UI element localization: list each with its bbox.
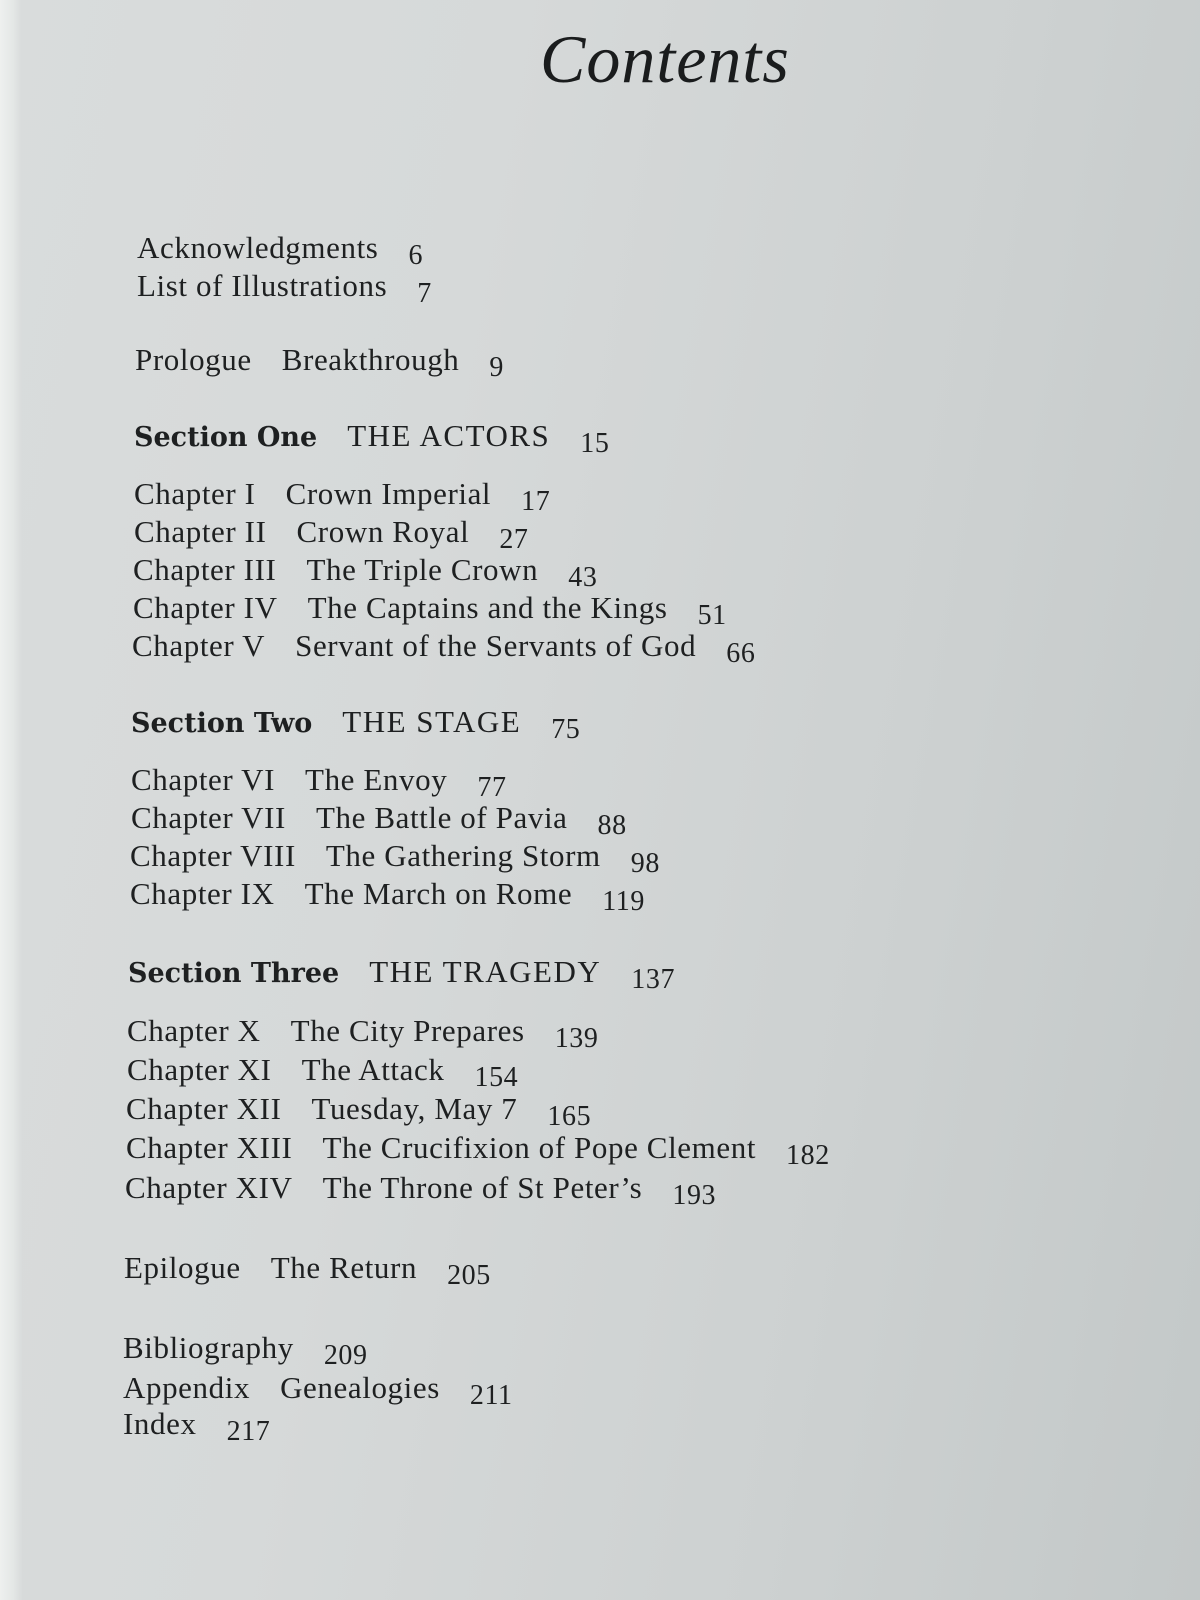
- toc-page-number: 98: [630, 848, 660, 879]
- toc-chapter-label: Chapter IX: [130, 876, 275, 911]
- toc-chapter-title: The Envoy: [305, 762, 448, 797]
- toc-section-label: Section Three: [128, 958, 340, 989]
- toc-chapter-entry: [133, 590, 727, 631]
- toc-page-number: 211: [469, 1380, 513, 1411]
- toc-section-heading: [134, 418, 610, 459]
- toc-page-number: 51: [697, 600, 727, 631]
- toc-page-number: 154: [474, 1062, 519, 1093]
- toc-page-number: 205: [447, 1260, 491, 1291]
- toc-page-number: 7: [417, 278, 432, 309]
- toc-page-number: 182: [786, 1140, 830, 1171]
- toc-chapter-label: Chapter XIV: [125, 1170, 293, 1205]
- toc-chapter-label: Chapter VII: [131, 800, 286, 835]
- toc-chapter-entry: [126, 1091, 592, 1132]
- toc-chapter-label: Chapter X: [127, 1013, 261, 1048]
- toc-page-number: 139: [554, 1023, 599, 1054]
- toc-section-label: Section One: [134, 422, 318, 453]
- toc-entry-title: Index: [123, 1406, 197, 1441]
- toc-chapter-title: The Captains and the Kings: [307, 590, 668, 625]
- toc-chapter-entry: [127, 1052, 519, 1093]
- toc-page-number: 66: [726, 638, 756, 669]
- toc-page-number: 9: [489, 352, 505, 383]
- toc-entry-prologue: [135, 342, 505, 383]
- toc-page-number: 15: [580, 428, 610, 459]
- toc-chapter-entry: [134, 476, 551, 517]
- toc-chapter-title: The Crucifixion of Pope Clement: [322, 1130, 757, 1165]
- toc-page-number: 27: [499, 524, 529, 555]
- toc-entry-list-of-illustrations: [137, 268, 432, 309]
- toc-chapter-title: The City Prepares: [290, 1013, 525, 1048]
- toc-chapter-title: Crown Imperial: [285, 476, 492, 511]
- toc-page-number: 193: [672, 1180, 717, 1211]
- toc-section-title: THE TRAGEDY: [369, 954, 602, 989]
- toc-entry-title: Genealogies: [280, 1370, 440, 1405]
- toc-chapter-entry: [130, 838, 660, 879]
- toc-entry-title: Breakthrough: [281, 342, 460, 377]
- toc-page-number: 165: [547, 1101, 592, 1132]
- toc-entry-title: Bibliography: [123, 1330, 294, 1365]
- toc-entry-label: Prologue: [135, 342, 252, 377]
- toc-entry-title: List of Illustrations: [137, 268, 388, 303]
- toc-chapter-title: Servant of the Servants of God: [295, 628, 697, 663]
- toc-page-number: 17: [521, 486, 551, 517]
- toc-page-number: 75: [551, 714, 581, 745]
- toc-chapter-label: Chapter IV: [133, 590, 278, 625]
- toc-chapter-label: Chapter VIII: [130, 838, 296, 873]
- toc-chapter-entry: [127, 1013, 599, 1054]
- toc-entry-epilogue: [124, 1250, 491, 1291]
- toc-entry-bibliography: [123, 1330, 368, 1371]
- toc-page-number: 209: [323, 1340, 368, 1371]
- toc-chapter-label: Chapter VI: [131, 762, 276, 797]
- toc-chapter-title: The Triple Crown: [306, 552, 539, 587]
- toc-chapter-title: Crown Royal: [296, 514, 470, 549]
- toc-section-title: THE ACTORS: [347, 418, 551, 453]
- toc-entry-label: Appendix: [123, 1370, 251, 1405]
- toc-section-title: THE STAGE: [342, 704, 522, 739]
- toc-chapter-title: The Gathering Storm: [325, 838, 601, 873]
- toc-chapter-entry: [131, 762, 507, 803]
- toc-chapter-entry: [130, 876, 645, 917]
- toc-chapter-label: Chapter XI: [127, 1052, 272, 1087]
- toc-chapter-label: Chapter V: [132, 628, 266, 663]
- toc-chapter-label: Chapter III: [133, 552, 277, 587]
- toc-page-number: 43: [568, 562, 598, 593]
- toc-chapter-entry: [126, 1130, 830, 1171]
- toc-entry-title: The Return: [270, 1250, 418, 1285]
- toc-entry-index: [123, 1406, 271, 1447]
- toc-chapter-entry: [131, 800, 627, 841]
- toc-entry-acknowledgments: [137, 230, 424, 271]
- page-title: Contents: [540, 21, 790, 97]
- toc-page-number: 137: [631, 964, 676, 995]
- toc-chapter-label: Chapter XII: [126, 1091, 282, 1126]
- toc-page-number: 217: [226, 1416, 271, 1447]
- toc-section-heading: [128, 954, 676, 995]
- toc-chapter-label: Chapter II: [134, 514, 267, 549]
- toc-page-number: 88: [597, 810, 627, 841]
- toc-chapter-title: The Throne of St Peter’s: [322, 1170, 643, 1205]
- toc-chapter-title: The Battle of Pavia: [315, 800, 568, 835]
- toc-chapter-entry: [134, 514, 529, 555]
- toc-page-number: 6: [408, 240, 424, 271]
- toc-entry-label: Epilogue: [124, 1250, 241, 1285]
- toc-chapter-title: The Attack: [301, 1052, 445, 1087]
- toc-chapter-label: Chapter XIII: [126, 1130, 293, 1165]
- toc-entry-appendix: [123, 1370, 513, 1411]
- toc-chapter-entry: [133, 552, 598, 593]
- toc-chapter-entry: [132, 628, 756, 669]
- toc-chapter-title: The March on Rome: [304, 876, 573, 911]
- toc-chapter-title: Tuesday, May 7: [311, 1091, 518, 1126]
- toc-page-number: 119: [602, 886, 645, 917]
- toc-section-label: Section Two: [131, 708, 313, 739]
- toc-page-number: 77: [477, 772, 507, 803]
- toc-entry-title: Acknowledgments: [137, 230, 379, 265]
- toc-chapter-entry: [125, 1170, 717, 1211]
- toc-section-heading: [131, 704, 581, 745]
- toc-chapter-label: Chapter I: [134, 476, 256, 511]
